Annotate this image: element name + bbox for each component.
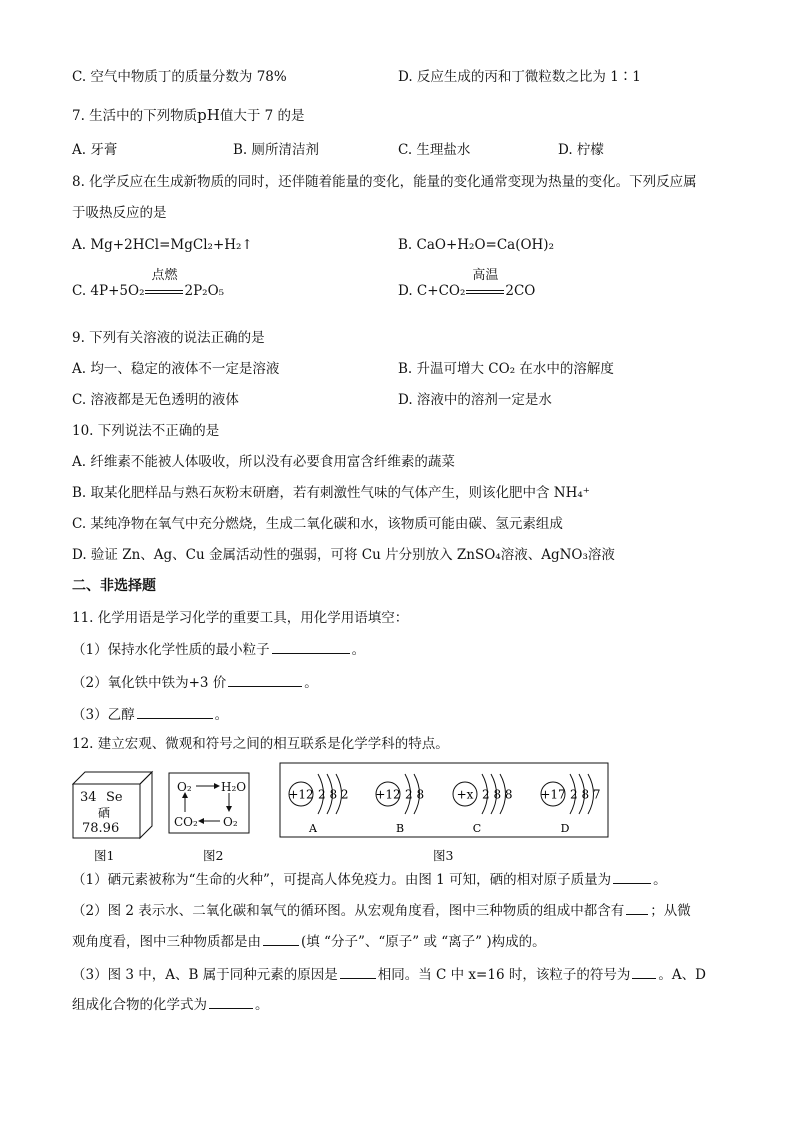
element-name: 硒 <box>98 806 111 820</box>
q12-part3-text-b: 相同。当 C 中 x=16 时，该粒子的符号为 <box>377 967 631 983</box>
q9-option-b: B. 升温可增大 CO₂ 在水中的溶解度 <box>398 361 614 377</box>
q12-part2-line2 <box>72 932 546 951</box>
period: 。 <box>214 707 229 723</box>
q7-option-a: A. 牙膏 <box>72 142 118 158</box>
reaction-condition-arrow <box>145 268 183 300</box>
q11-part2-text: （2）氧化铁中铁为+3 价 <box>72 675 227 691</box>
period: 。 <box>304 675 318 691</box>
period: 。 <box>653 872 667 888</box>
atom-diagram-a <box>288 774 348 835</box>
answer-blank[interactable] <box>613 870 651 884</box>
cycle-co2: CO₂ <box>174 815 198 829</box>
figure2-caption: 图2 <box>203 848 224 863</box>
q11-stem: 11. 化学用语是学习化学的重要工具，用化学用语填空： <box>72 610 409 626</box>
q12-part1 <box>72 870 667 889</box>
atom-diagram-d <box>540 774 600 835</box>
q10-option-d: D. 验证 Zn、Ag、Cu 金属活动性的强弱，可将 Cu 片分别放入 ZnSO₄溶液、AgNO₃溶液 <box>72 547 615 563</box>
q7-stem-text: 7. 生活中的下列物质 <box>72 108 198 124</box>
q12-part2-text-b: ；从微 <box>650 903 691 919</box>
electron-counts: 2 8 8 <box>482 787 513 802</box>
q8-d-reactants: D. C+CO₂ <box>398 283 466 299</box>
atom-diagram-b <box>375 774 424 835</box>
q8-stem-line2: 于吸热反应的是 <box>72 205 167 221</box>
q12-part1-text: （1）硒元素被称为“生命的火种”，可提高人体免疫力。由图 1 可知，硒的相对原子质量为 <box>72 872 612 888</box>
q12-part2-text-d: (填 “分子”、“原子” 或 “离子” )构成的。 <box>301 934 546 950</box>
nucleus-charge: +12 <box>288 787 314 802</box>
q12-part3-line2 <box>72 995 269 1014</box>
q10-option-b: B. 取某化肥样品与熟石灰粉末研磨，若有刺激性气味的气体产生，则该化肥中含 NH₄⁺ <box>72 485 590 501</box>
q12-part2-line1 <box>72 901 691 920</box>
q8-option-b: B. CaO+H₂O=Ca(OH)₂ <box>398 237 554 253</box>
atom-diagram-c <box>453 774 513 835</box>
q12-part3-line1 <box>72 965 706 984</box>
condition-text: 高温 <box>472 268 499 283</box>
q7-option-d: D. 柠檬 <box>558 142 604 158</box>
q9-option-d: D. 溶液中的溶剂一定是水 <box>398 392 552 408</box>
atom-label: A <box>309 822 317 835</box>
q9-option-a: A. 均一、稳定的液体不一定是溶液 <box>72 361 280 377</box>
atom-label: C <box>472 822 482 835</box>
q7-stem-text-end: 值大于 7 的是 <box>219 108 305 124</box>
element-number: 34 <box>80 790 97 805</box>
reaction-condition-arrow <box>466 268 504 300</box>
q10-option-c: C. 某纯净物在氧气中充分燃烧，生成二氧化碳和水，该物质可能由碳、氢元素组成 <box>72 516 563 532</box>
condition-text: 点燃 <box>151 268 178 283</box>
q7-option-c: C. 生理盐水 <box>398 142 471 158</box>
nucleus-charge: +x <box>456 787 474 802</box>
atom-label: D <box>560 822 570 835</box>
q11-part3-text: （3）乙醇 <box>72 707 135 723</box>
q12-part2-text-c: 观角度看，图中三种物质都是由 <box>72 934 261 950</box>
atom-label: B <box>395 822 405 835</box>
q6-option-c: C. 空气中物质丁的质量分数为 78% <box>72 69 287 85</box>
cycle-o2-bottom: O₂ <box>223 815 238 829</box>
ph-symbol: pH <box>197 106 220 124</box>
q10-option-a: A. 纤维素不能被人体吸收，所以没有必要食用富含纤维素的蔬菜 <box>72 454 455 470</box>
period: 。 <box>351 642 366 658</box>
answer-blank[interactable] <box>272 640 350 654</box>
q7-option-b: B. 厕所清洁剂 <box>233 142 320 158</box>
figure3-caption: 图3 <box>433 848 454 863</box>
q10-stem: 10. 下列说法不正确的是 <box>72 423 220 439</box>
nucleus-charge: +17 <box>540 787 566 802</box>
q8-option-a: A. Mg+2HCl=MgCl₂+H₂↑ <box>72 237 253 253</box>
q12-part2-text: （2）图 2 表示水、二氧化碳和氧气的循环图。从宏观角度看，图中三种物质的组成中都含有 <box>72 903 625 919</box>
q11-part3 <box>72 705 228 724</box>
figure1-caption: 图1 <box>94 848 115 863</box>
q8-c-reactants: C. 4P+5O₂ <box>72 283 145 299</box>
q8-option-d <box>398 268 536 300</box>
q9-option-c: C. 溶液都是无色透明的液体 <box>72 392 239 408</box>
q8-option-c <box>72 268 225 300</box>
electron-counts: 2 8 2 <box>318 787 349 802</box>
q11-part2 <box>72 673 318 692</box>
q12-part3-text-c: 。A、D <box>658 967 706 983</box>
q12-part3-text: （3）图 3 中，A、B 属于同种元素的原因是 <box>72 967 338 983</box>
answer-blank[interactable] <box>340 965 376 979</box>
cycle-o2-top: O₂ <box>177 780 192 794</box>
element-symbol: Se <box>106 790 123 805</box>
answer-blank[interactable] <box>626 901 648 915</box>
section-heading: 二、非选择题 <box>72 578 156 594</box>
figure3-atom-diagrams <box>279 762 609 838</box>
answer-blank[interactable] <box>632 965 656 979</box>
q6-option-d: D. 反应生成的丙和丁微粒数之比为 1∶1 <box>398 69 641 85</box>
q9-stem: 9. 下列有关溶液的说法正确的是 <box>72 330 265 346</box>
element-mass: 78.96 <box>82 821 120 836</box>
answer-blank[interactable] <box>228 673 302 687</box>
electron-counts: 2 8 7 <box>570 787 601 802</box>
period: 。 <box>255 997 269 1013</box>
q12-stem: 12. 建立宏观、微观和符号之间的相互联系是化学学科的特点。 <box>72 736 449 752</box>
answer-blank[interactable] <box>263 932 299 946</box>
answer-blank[interactable] <box>137 705 213 719</box>
q8-d-products: 2CO <box>505 283 536 299</box>
q8-stem-line1: 8. 化学反应在生成新物质的同时，还伴随着能量的变化，能量的变化通常变现为热量的变化。下列反应属 <box>72 174 697 190</box>
q7-stem <box>72 106 305 125</box>
electron-counts: 2 8 <box>405 787 425 802</box>
nucleus-charge: +12 <box>375 787 401 802</box>
cycle-h2o: H₂O <box>221 780 247 794</box>
q11-part1-text: （1）保持水化学性质的最小粒子 <box>72 642 270 658</box>
q8-c-products: 2P₂O₅ <box>184 283 225 299</box>
q12-part3-text-d: 组成化合物的化学式为 <box>72 997 207 1013</box>
q11-part1 <box>72 640 365 659</box>
answer-blank[interactable] <box>209 995 253 1009</box>
